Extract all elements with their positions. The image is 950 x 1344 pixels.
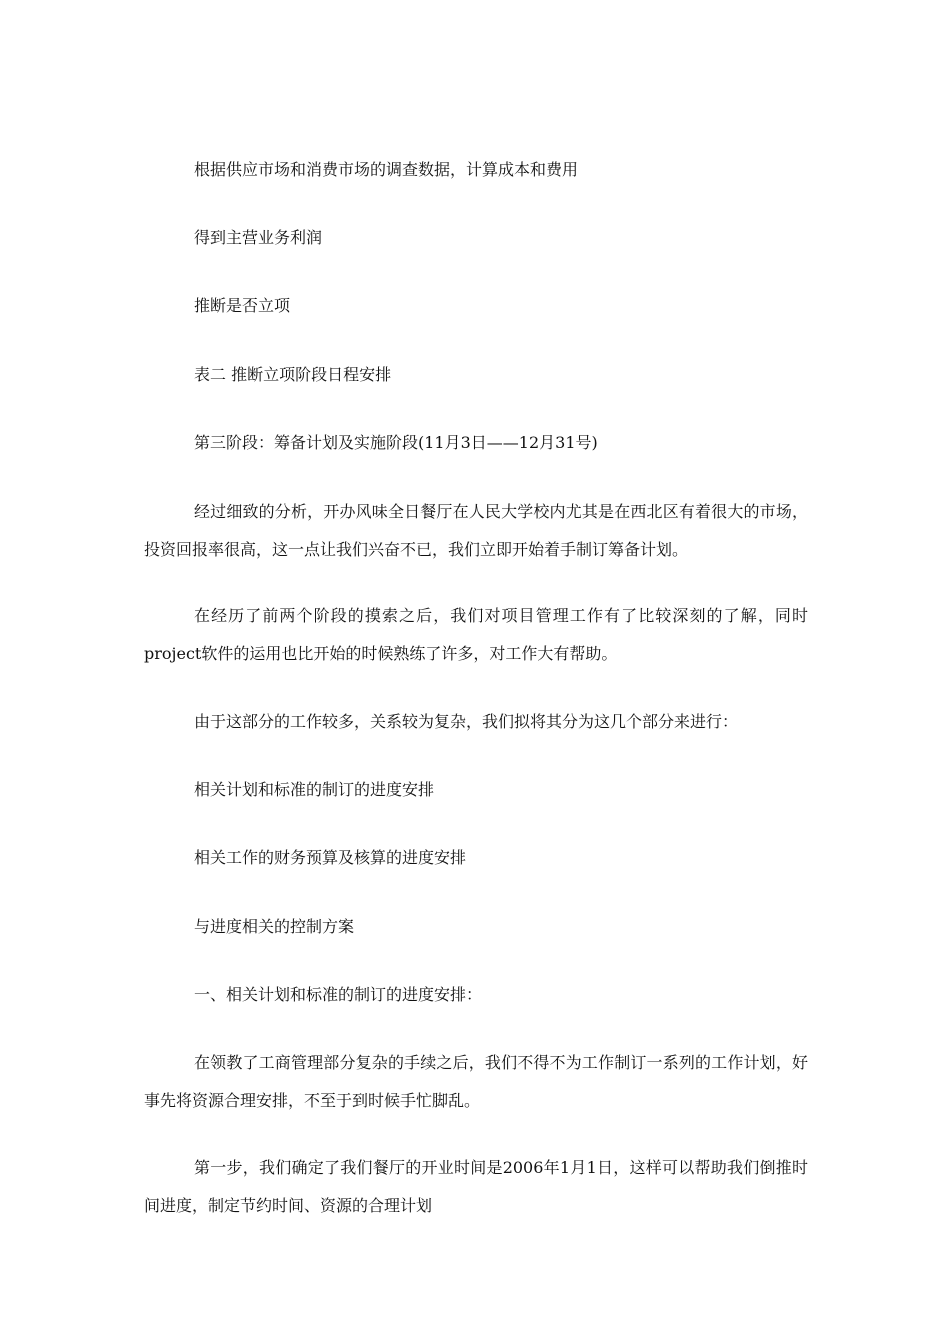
- section-heading-one: 一、相关计划和标准的制订的进度安排：: [194, 985, 483, 1004]
- paragraph-analysis: 经过细致的分析，开办风味全日餐厅在人民大学校内尤其是在西北区有着很大的市场，投资回报率很高，这一点让我们兴奋不已，我们立即开始着手制订筹备计划。: [144, 502, 808, 559]
- paragraph-project-decision: 推断是否立项: [194, 296, 291, 315]
- paragraph-work-division: 由于这部分的工作较多，关系较为复杂，我们拟将其分为这几个部分来进行：: [194, 712, 739, 731]
- paragraph-experience: 在经历了前两个阶段的摸索之后，我们对项目管理工作有了比较深刻的了解，同时project软件的运用也比开始的时候熟练了许多，对工作大有帮助。: [144, 606, 808, 663]
- section-heading-phase-three: 第三阶段：筹备计划及实施阶段(11月3日——12月31号): [194, 433, 598, 452]
- list-item-control-plan: 与进度相关的控制方案: [194, 917, 355, 936]
- table-caption: 表二 推断立项阶段日程安排: [194, 365, 392, 384]
- paragraph-planning: 在领教了工商管理部分复杂的手续之后，我们不得不为工作制订一系列的工作计划，好事先将资源合理安排，不至于到时候手忙脚乱。: [144, 1053, 808, 1110]
- paragraph-cost-calculation: 根据供应市场和消费市场的调查数据，计算成本和费用: [194, 160, 579, 179]
- list-item-budget: 相关工作的财务预算及核算的进度安排: [194, 848, 467, 867]
- paragraph-main-profit: 得到主营业务利润: [194, 228, 323, 247]
- paragraph-step-one: 第一步，我们确定了我们餐厅的开业时间是2006年1月1日，这样可以帮助我们倒推时间进度，制定节约时间、资源的合理计划: [144, 1158, 808, 1215]
- list-item-plans-standards: 相关计划和标准的制订的进度安排: [194, 780, 435, 799]
